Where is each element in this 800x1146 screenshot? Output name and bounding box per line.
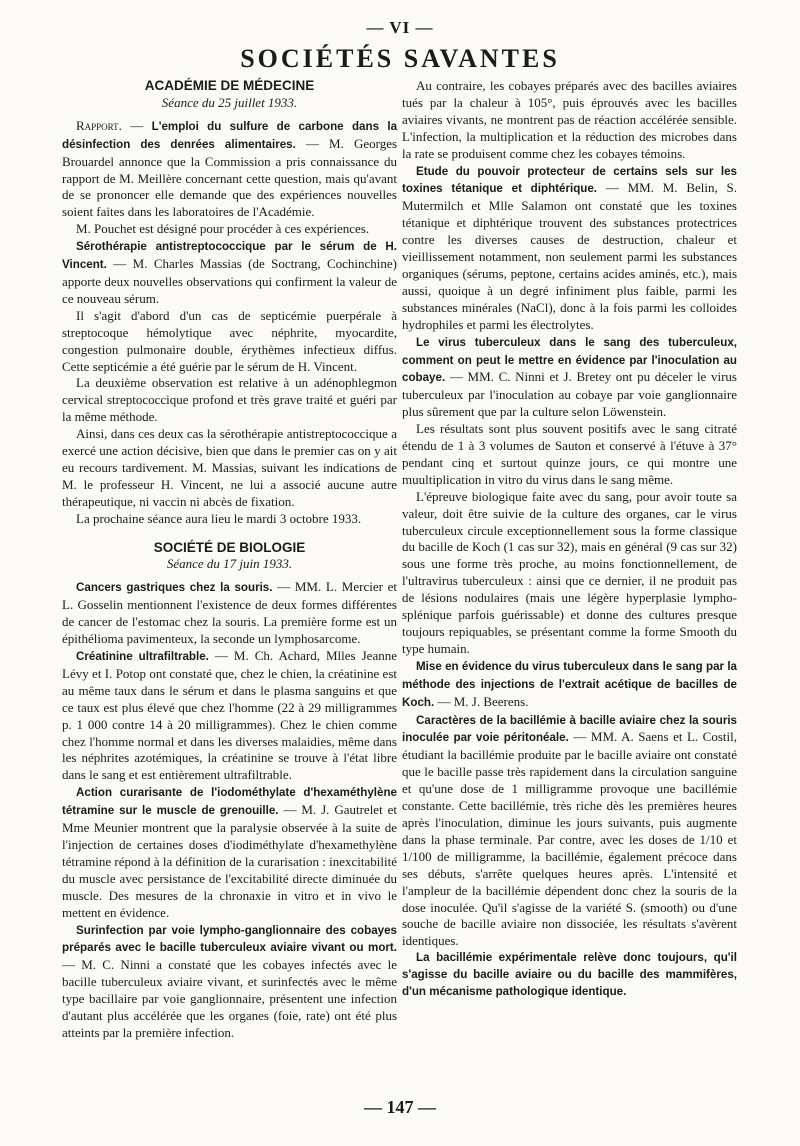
article-body: — MM. M. Belin, S. Mutermilch et Mlle Salamon ont constaté que les toxines tétanique et diphtérique trouvent des substances protectrices contre les diverses causes de destruction, chaleur et vieillissement notamment, non seulement parmi les substances organiques (sérums, peptone, certains acides aminés, etc.), mais aussi, quoique à un degré infiniment plus faible, parmi les substances minérales (NaCl), donc à la fois parmi les colloides hydrophiles et parmi les électrolytes.: [402, 180, 738, 332]
article-paragraph: Ainsi, dans ces deux cas la sérothérapie antistreptococcique a exercé une action décisive, bien que dans le premier cas on y ait eu recours tardivement. M. Massias, suivant les indications de M. le professeur H. Vincent, ne lui a associé aucune autre thérapeutique, ni vaccin ni abcès de fixation.: [62, 426, 397, 509]
article-body: — M. J. Beerens.: [437, 693, 529, 709]
article-paragraph: [62, 648, 397, 784]
section-session-academie: Séance du 25 juillet 1933.: [161, 94, 298, 110]
article-heading: Surinfection par voie lympho-ganglionnaire des cobayes préparés avec le bacille tuberculeux aviaire vivant ou mort.: [62, 923, 397, 955]
article-paragraph: [62, 238, 397, 308]
article-heading: Etude du pouvoir protecteur de certains sels sur les toxines tétanique et diphtérique.: [402, 164, 737, 196]
article-paragraph: Il s'agit d'abord d'un cas de septicémie puerpérale à streptocoque hémolytique avec néphrite, myocardite, congestion pulmonaire double, érythèmes infectieux diffus. Cette septicémie a été guérie par le sérum de H. Vincent.: [62, 307, 397, 374]
article-paragraph: [402, 334, 737, 422]
section-title-academie: ACADÉMIE DE MÉDECINE: [144, 78, 315, 93]
right-column: [402, 78, 737, 1001]
article-heading: Sérothérapie antistreptococcique par le sérum de H. Vincent.: [62, 240, 397, 272]
article-body: — M. Charles Massias (de Soctrang, Cochinchine) apporte deux nouvelles observations qui confirment la valeur de ce nouveau sérum.: [62, 256, 397, 306]
article-paragraph: M. Pouchet est désigné pour procéder à ces expériences.: [76, 221, 370, 237]
article-paragraph: L'épreuve biologique faite avec du sang, pour avoir toute sa valeur, doit être suivie de la culture des organes, car le virus tuberculeux circule exceptionnellement sous la forme classique du bacille de Koch (1 cas sur 32), mais en général (9 cas sur 32) sous une forme très proche, au moins fonctionnellement, de l'ultravirus tuberculeux : ainsi que ce dernier, il ne produit pas de lésions nodulaires (mais une légère hyperplasie lympho-splénique parfois guérissable) et donne des cultures presque toujours repiquables, se présentant comme la forme Smooth du type humain.: [402, 488, 737, 656]
left-column: [62, 78, 397, 1042]
report-label: Rapport. —: [76, 117, 144, 133]
article-heading: Créatinine ultrafiltrable.: [76, 650, 209, 663]
article-paragraph: [62, 784, 397, 921]
page-number-roman: — VI —: [366, 18, 434, 37]
article-heading: Caractères de la bacillémie à bacille aviaire chez la souris inoculée par voie péritonéale.: [402, 713, 737, 745]
article-heading: Le virus tuberculeux dans le sang des tuberculeux, comment on peut le mettre en évidence par l'inoculation au cobaye.: [402, 335, 737, 385]
page-title: SOCIÉTÉS SAVANTES: [240, 44, 560, 73]
article-heading: Action curarisante de l'iodométhylate d'hexaméthylène tétramine sur le muscle de grenouille.: [62, 786, 397, 818]
article-heading: Cancers gastriques chez la souris.: [76, 581, 273, 595]
article-body: — MM. A. Saens et L. Costil, étudiant la bacillémie produite par le bacille aviaire ont constaté que le bacille passe très rapidement dans la circulation sanguine et qu'une dose de 1 milligramme provoque une bacillémie constante. Cette bacillémie, très riche dès les premières heures après l'inoculation, diminue les jours suivants, puis augmente dans la phase terminale. Par contre, avec les doses de 1/10 et 1/100 de milligramme, la bacillémie, également précoce dans ses débuts, s'arrête quelques heures après. L'intensité et l'ampleur de la bacillémie dépendent donc chez la souris de la dose inoculée. Qu'il s'agisse de la variété S. (smooth) ou d'une souche de bacille aviaire non dissociée, les résultats s'avèrent identiques.: [402, 729, 737, 949]
article-paragraph: [402, 163, 737, 334]
article-body: — M. Georges Brouardel annonce que la Commission a pris connaissance du rapport de M. Meillère concernant cette question, mais qu'avant de se prononcer elle demande que des expériences nouvelles soient faites dans les laboratoires de l'Académie.: [62, 135, 398, 220]
article-heading: L'emploi du sulfure de carbone dans la désinfection des denrées alimentaires.: [62, 119, 398, 151]
article-paragraph: [402, 658, 737, 712]
article-body: — M. Ch. Achard, Mlles Jeanne Lévy et I. Potop ont constaté que, chez le chien, la créatinine est au même taux dans le sérum et dans le plasma sanguins et que ce taux est plus élevé que chez l'homme (22 à 29 milligrammes p. 1 000 contre 14 à 20 milligrammes). Chez le chien comme chez l'homme normal et dans les diverses malaidies, même dans les néphrites azotémiques, la créatinine se trouve à l'état libre dans le sang et est entièrement ultrafiltrable.: [62, 648, 397, 783]
article-paragraph: [402, 712, 737, 951]
article-body: — MM. L. Mercier et L. Gosselin mentionnent l'existence de deux formes différentes de cancer de l'estomac chez la souris. La première forme est un épithélioma pavimenteux, la seconde un lymphosarcome.: [62, 579, 397, 647]
article-paragraph: Les résultats sont plus souvent positifs avec le sang citraté étendu de 1 à 3 volumes de Sauton et conservé à l'étuve à 37° pendant cinq et surtout quinze jours, ce qui montre une muultiplication in vitro du virus dans le sang même.: [402, 421, 737, 487]
page-number: — 147 —: [364, 1097, 436, 1117]
article-paragraph: Au contraire, les cobayes préparés avec des bacilles aviaires tués par la chaleur à 105°, puis éprouvés avec les bacilles aviaires vivants, ne montrent pas de réaction accélérée sensible. L'infection, la multiplication et la réduction des microbes dans la rate se produisent comme chez les cobayes témoins.: [402, 78, 737, 161]
article-paragraph: [62, 922, 397, 1042]
article-paragraph: La bacillémie expérimentale relève donc toujours, qu'il s'agisse du bacille aviaire ou du bacille des mammifères, d'un mécanisme pathologique identique.: [402, 951, 737, 999]
section-title-biologie: SOCIÉTÉ DE BIOLOGIE: [153, 539, 306, 555]
article-body: — M. J. Gautrelet et Mme Meunier montrent que la paralysie observée à la suite de l'injection de certaines doses d'iodiméthylate d'hexamethylène tétramine répond à la définition de la curarisation : inexcitabilité du muscle avec persistance de l'excitabilité directe diminuée du muscle. Des mesures de la chronaxie in vitro et in vivo le mettent en évidence.: [62, 802, 398, 920]
article-paragraph: [62, 579, 397, 648]
article-heading: Mise en évidence du virus tuberculeux dans le sang par la méthode des injections de l'extrait acétique de bacilles de Koch.: [402, 659, 737, 709]
article-paragraph: [62, 118, 397, 221]
article-paragraph: La deuxième observation est relative à un adénophlegmon cervical streptococcique profond et très grave traité et guéri par la même méthode.: [62, 375, 397, 425]
section-session-biologie: Séance du 17 juin 1933.: [166, 556, 293, 572]
article-body: — MM. C. Ninni et J. Bretey ont pu déceler le virus tuberculeux par l'inoculation au cobaye par voie ganglionnaire plus sûrement que par la culture selon Löwenstein.: [402, 369, 737, 420]
article-body: — M. C. Ninni a constaté que les cobayes infectés avec le bacille tuberculeux aviaire vivant, et surinfectés avec le même type bacillaire par voie ganglionnaire, présentent une infection d'autant plus accélérée que les organes (foie, rate) ont été plus atteints par la première infection.: [62, 957, 397, 1040]
article-paragraph: La prochaine séance aura lieu le mardi 3 octobre 1933.: [76, 510, 362, 526]
